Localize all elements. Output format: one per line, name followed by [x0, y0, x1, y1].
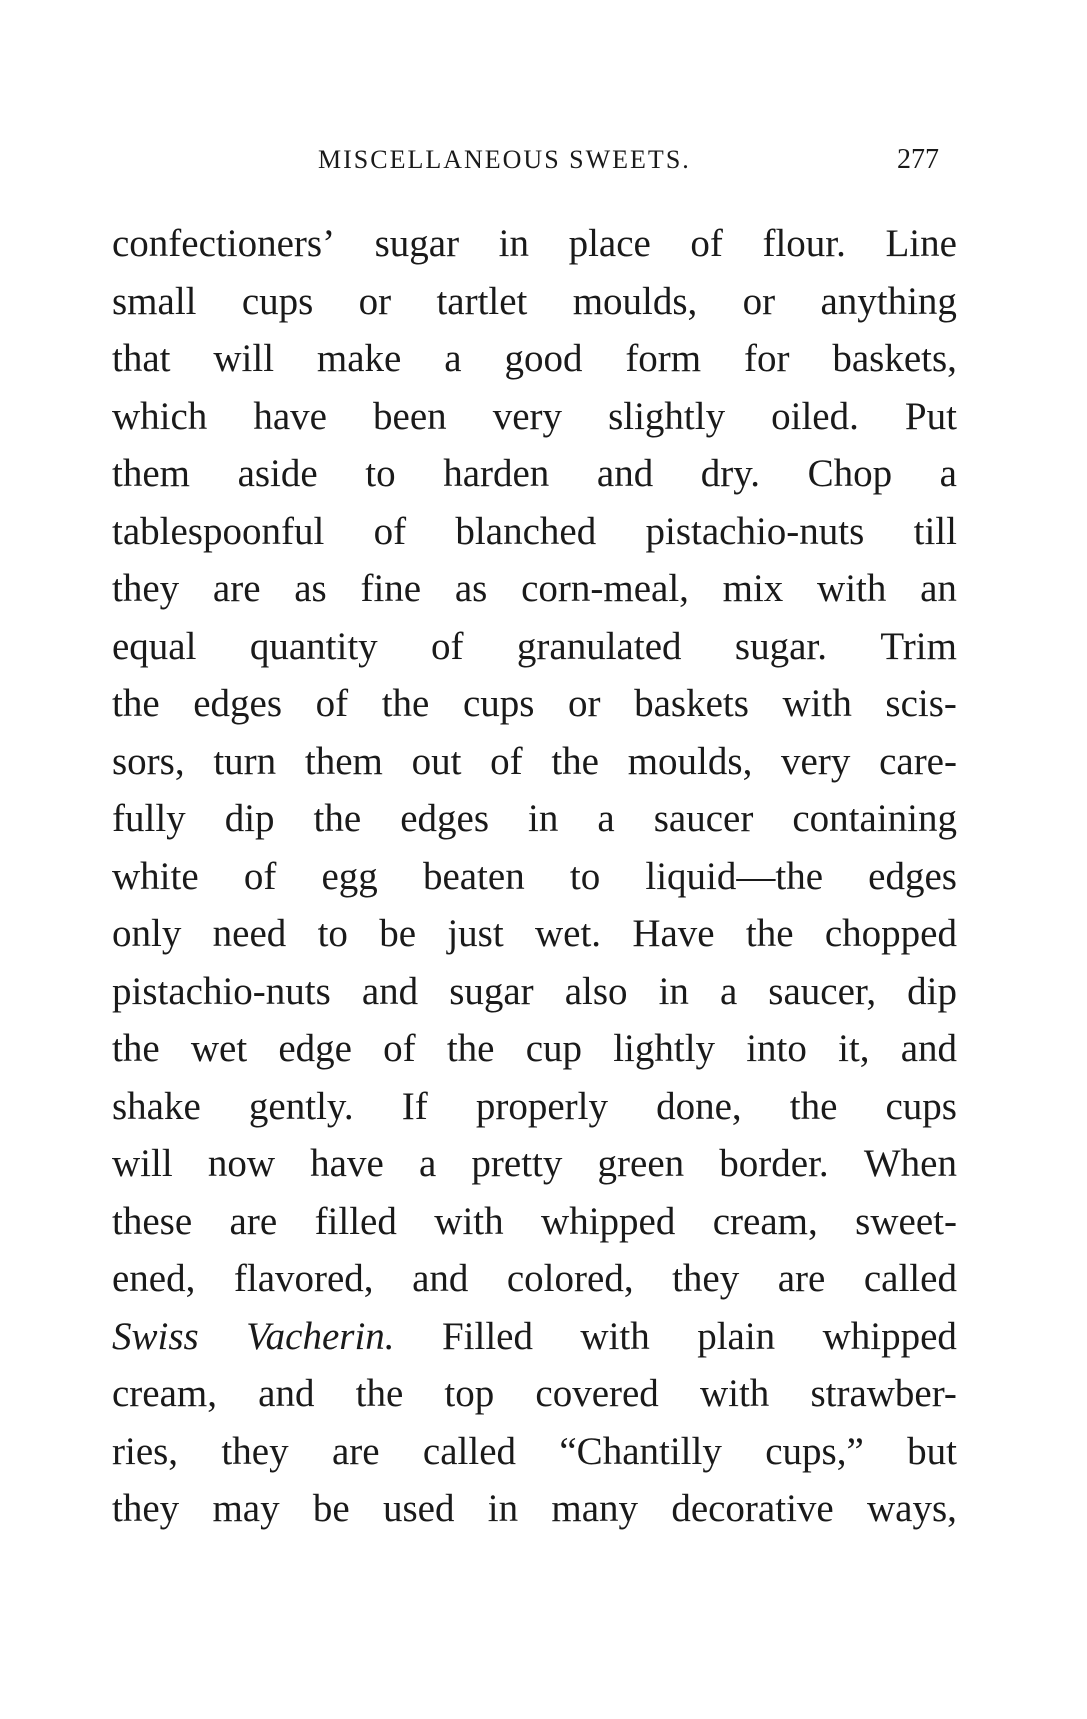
- word: of: [373, 509, 407, 553]
- text-line: [112, 675, 957, 733]
- word: the: [381, 682, 430, 725]
- word: the: [355, 1372, 404, 1415]
- word: saucer,: [768, 969, 877, 1013]
- word: pretty: [471, 1142, 563, 1185]
- word: for: [744, 337, 790, 380]
- word: only: [112, 912, 182, 955]
- word: called: [422, 1429, 517, 1473]
- word: to: [365, 452, 396, 495]
- word: are: [212, 567, 261, 610]
- text-line: [112, 1423, 957, 1481]
- word: the: [745, 912, 794, 955]
- word: them: [304, 739, 383, 783]
- word: very: [492, 394, 563, 438]
- word: Chop: [807, 452, 893, 495]
- word: form: [625, 337, 702, 380]
- word: of: [431, 624, 464, 668]
- word: are: [331, 1429, 380, 1473]
- word: which: [112, 394, 208, 438]
- word: cups: [885, 1084, 957, 1128]
- word: flour.: [762, 222, 846, 265]
- word: to: [317, 912, 348, 955]
- word: cups: [241, 279, 314, 323]
- word: filled: [314, 1199, 397, 1243]
- word: dip: [224, 797, 275, 840]
- word: of: [690, 222, 723, 265]
- word: with: [434, 1199, 504, 1243]
- word: Trim: [880, 624, 957, 668]
- word: ened,: [112, 1257, 196, 1300]
- word: border.: [719, 1142, 829, 1185]
- word: be: [379, 912, 417, 955]
- word: are: [229, 1199, 278, 1243]
- text-line: [112, 963, 957, 1021]
- word: covered: [535, 1372, 659, 1415]
- word: dip: [907, 969, 957, 1013]
- word: with: [782, 682, 852, 725]
- running-head: [0, 142, 1087, 182]
- word: wet.: [534, 912, 602, 955]
- word: out: [411, 739, 462, 783]
- text-line: [112, 733, 957, 791]
- text-line: [112, 503, 957, 561]
- word: moulds,: [572, 279, 698, 323]
- body-text: [112, 215, 957, 1538]
- word: corn-meal,: [521, 567, 689, 610]
- word: a: [418, 1142, 437, 1185]
- word: edges: [400, 797, 490, 840]
- word: pistachio-nuts: [645, 509, 865, 553]
- word: granulated: [516, 624, 682, 668]
- word: white: [112, 854, 199, 898]
- word: will: [112, 1142, 173, 1185]
- word: they: [112, 567, 180, 610]
- word: equal: [112, 624, 197, 668]
- text-line: [112, 848, 957, 906]
- word: sweet-: [855, 1199, 957, 1243]
- page-number: 277: [897, 144, 939, 175]
- running-title: MISCELLANEOUS SWEETS.: [318, 145, 691, 174]
- word: in: [498, 222, 530, 265]
- word: plain: [697, 1314, 776, 1358]
- word: cream,: [112, 1372, 218, 1415]
- word: the: [446, 1027, 495, 1070]
- word: edge: [278, 1027, 352, 1070]
- word: and: [900, 1027, 957, 1070]
- word: wet: [190, 1027, 248, 1070]
- word: gently.: [248, 1084, 354, 1128]
- word: till: [913, 509, 957, 553]
- word: with: [817, 567, 887, 610]
- word: and: [596, 452, 654, 495]
- word: lightly: [613, 1027, 716, 1070]
- word: the: [112, 1027, 160, 1070]
- text-line: [112, 1020, 957, 1078]
- text-line: [112, 560, 957, 618]
- word: or: [358, 279, 392, 323]
- word: place: [568, 222, 651, 265]
- word: moulds,: [627, 739, 753, 783]
- word: these: [112, 1199, 193, 1243]
- word: with: [580, 1314, 650, 1358]
- text-line: [112, 1135, 957, 1193]
- word: cream,: [712, 1199, 818, 1243]
- word: ries,: [112, 1429, 179, 1473]
- word: When: [863, 1142, 957, 1185]
- word: slightly: [608, 394, 726, 438]
- text-line: [112, 1308, 957, 1366]
- word: done,: [656, 1084, 742, 1128]
- word: cups,”: [765, 1429, 864, 1473]
- word: baskets: [634, 682, 749, 725]
- word: as: [454, 567, 488, 610]
- word: it,: [838, 1027, 870, 1070]
- word: a: [939, 452, 957, 495]
- word: care-: [879, 739, 957, 783]
- word: chopped: [824, 912, 957, 955]
- word: they: [672, 1257, 740, 1300]
- word: scis-: [885, 682, 957, 725]
- word: into: [746, 1027, 807, 1070]
- word: of: [383, 1027, 416, 1070]
- word: of: [490, 739, 523, 783]
- text-line: [112, 215, 957, 273]
- word: the: [789, 1084, 838, 1128]
- word: in: [658, 969, 689, 1013]
- word: anything: [820, 279, 957, 323]
- word: will: [213, 337, 275, 380]
- word: colored,: [506, 1257, 634, 1300]
- text-line: [112, 1365, 957, 1423]
- word: edges: [868, 854, 957, 898]
- word: egg: [321, 854, 378, 898]
- word: flavored,: [233, 1257, 374, 1300]
- word: be: [312, 1487, 350, 1530]
- word: have: [310, 1142, 384, 1185]
- text-line: [112, 1480, 957, 1538]
- word: If: [401, 1084, 428, 1128]
- word: are: [777, 1257, 826, 1300]
- word: with: [699, 1372, 770, 1415]
- text-line: [112, 388, 957, 446]
- word: of: [315, 682, 349, 725]
- word: that: [112, 337, 171, 380]
- word: ways,: [867, 1487, 957, 1530]
- word: and: [412, 1257, 469, 1300]
- word: may: [212, 1487, 280, 1530]
- word: and: [361, 969, 419, 1013]
- word: decorative: [671, 1487, 834, 1530]
- word: tablespoonful: [112, 509, 325, 553]
- word: many: [551, 1487, 639, 1530]
- word: turn: [213, 739, 277, 783]
- word: but: [907, 1429, 957, 1473]
- word: liquid—the: [645, 854, 824, 898]
- word: need: [212, 912, 287, 955]
- word: very: [781, 739, 851, 783]
- word: make: [316, 337, 402, 380]
- word: just: [447, 912, 504, 955]
- word: the: [551, 739, 599, 783]
- word: strawber-: [810, 1372, 957, 1415]
- word: a: [444, 337, 462, 380]
- text-line: [112, 445, 957, 503]
- word: to: [569, 854, 601, 898]
- word: tartlet: [436, 279, 528, 323]
- word: the: [112, 682, 160, 725]
- word: pistachio-nuts: [112, 969, 331, 1013]
- text-line: [112, 273, 957, 331]
- word: properly: [475, 1084, 608, 1128]
- word: beaten: [422, 854, 525, 898]
- word: they: [221, 1429, 289, 1473]
- word: in: [528, 797, 559, 840]
- word: have: [253, 394, 327, 438]
- word: baskets,: [832, 337, 957, 380]
- word: oiled.: [771, 394, 859, 438]
- word: Swiss: [112, 1314, 199, 1358]
- text-line: [112, 330, 957, 388]
- word: sugar.: [734, 624, 827, 668]
- word: Line: [885, 222, 957, 265]
- text-line: [112, 618, 957, 676]
- text-line: [112, 1193, 957, 1251]
- word: whipped: [541, 1199, 676, 1243]
- word: now: [207, 1142, 275, 1185]
- word: blanched: [455, 509, 597, 553]
- word: mix: [722, 567, 784, 610]
- word: sugar: [449, 969, 534, 1013]
- word: sors,: [112, 739, 185, 783]
- word: also: [564, 969, 628, 1013]
- word: edges: [193, 682, 283, 725]
- word: Vacherin.: [246, 1314, 395, 1358]
- word: “Chantilly: [559, 1429, 722, 1473]
- word: confectioners’: [112, 222, 336, 265]
- word: cup: [525, 1027, 582, 1070]
- word: sugar: [374, 222, 460, 265]
- word: a: [597, 797, 615, 840]
- text-line: [112, 790, 957, 848]
- word: a: [719, 969, 738, 1013]
- word: quantity: [249, 624, 378, 668]
- word: or: [568, 682, 601, 725]
- word: called: [863, 1257, 957, 1300]
- word: or: [742, 279, 776, 323]
- word: top: [444, 1372, 495, 1415]
- word: an: [920, 567, 957, 610]
- word: the: [313, 797, 362, 840]
- text-line: [112, 1250, 957, 1308]
- word: and: [258, 1372, 315, 1415]
- word: harden: [443, 452, 550, 495]
- text-line: [112, 1078, 957, 1136]
- word: dry.: [700, 452, 760, 495]
- word: Have: [632, 912, 715, 955]
- word: as: [294, 567, 327, 610]
- word: them: [112, 452, 190, 495]
- word: small: [112, 279, 197, 323]
- word: been: [373, 394, 447, 438]
- word: they: [112, 1487, 180, 1530]
- word: Put: [904, 394, 957, 438]
- word: good: [504, 337, 583, 380]
- word: used: [382, 1487, 455, 1530]
- word: Filled: [441, 1314, 533, 1358]
- word: saucer: [653, 797, 754, 840]
- word: fully: [112, 797, 186, 840]
- word: aside: [237, 452, 318, 495]
- word: of: [243, 854, 277, 898]
- word: cups: [462, 682, 535, 725]
- text-line: [112, 905, 957, 963]
- word: in: [487, 1487, 519, 1530]
- word: containing: [792, 797, 957, 840]
- word: fine: [360, 567, 422, 610]
- word: shake: [112, 1084, 201, 1128]
- word: green: [597, 1142, 685, 1185]
- word: whipped: [822, 1314, 957, 1358]
